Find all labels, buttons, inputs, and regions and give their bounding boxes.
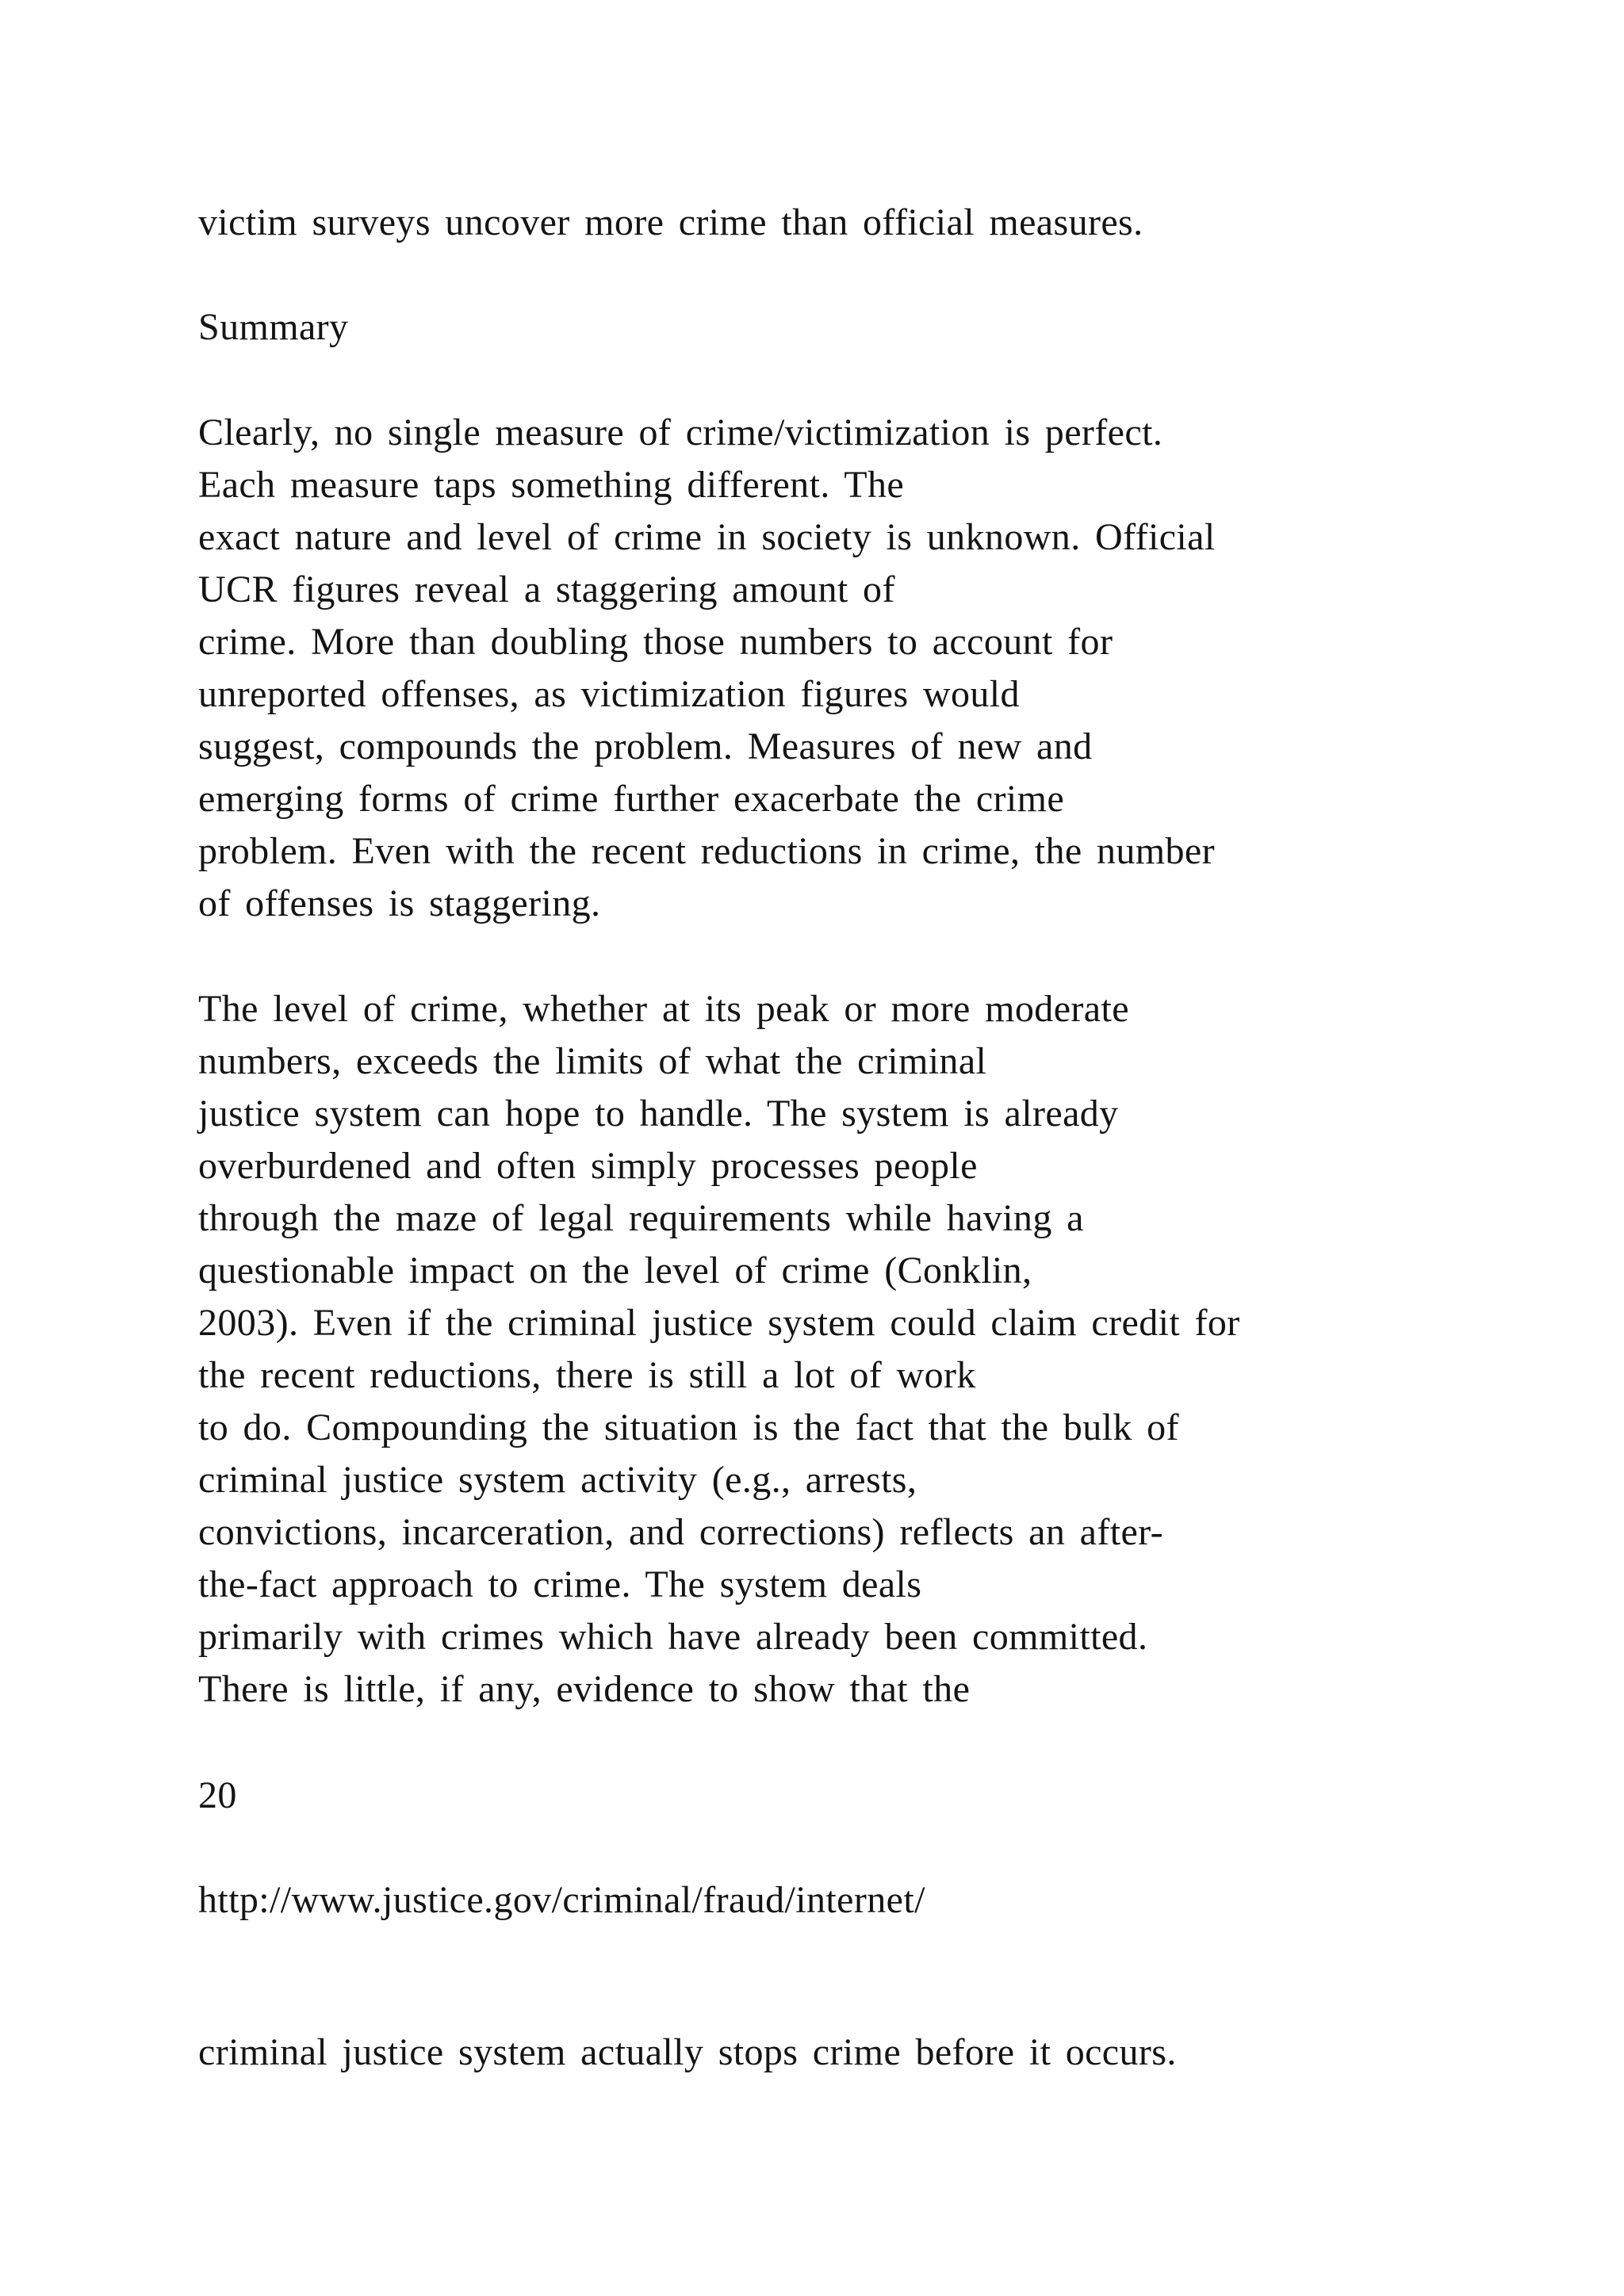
paragraph-line: convictions, incarceration, and corrections) reflects an after- <box>198 1511 1163 1553</box>
paragraph-line: numbers, exceeds the limits of what the criminal <box>198 1040 987 1082</box>
paragraph-line: the recent reductions, there is still a lot of work <box>198 1354 976 1396</box>
paragraph-line: The level of crime, whether at its peak or more moderate <box>198 988 1129 1030</box>
paragraph-line: overburdened and often simply processes people <box>198 1145 978 1187</box>
paragraph-line: the-fact approach to crime. The system deals <box>198 1563 922 1605</box>
paragraph-line: Each measure taps something different. The <box>198 464 905 506</box>
paragraph-line: There is little, if any, evidence to show that the <box>198 1668 971 1710</box>
paragraph-line: primarily with crimes which have already been committed. <box>198 1616 1148 1658</box>
paragraph-line: UCR figures reveal a staggering amount of <box>198 568 895 610</box>
paragraph-line: justice system can hope to handle. The system is already <box>198 1093 1119 1135</box>
top-line: victim surveys uncover more crime than official measures. <box>198 201 1143 243</box>
paragraph-line: suggest, compounds the problem. Measures of new and <box>198 725 1093 767</box>
paragraph-line: problem. Even with the recent reductions in crime, the number <box>198 830 1216 872</box>
paragraph-line: crime. More than doubling those numbers to account for <box>198 621 1113 663</box>
paragraph-line: to do. Compounding the situation is the fact that the bulk of <box>198 1406 1179 1448</box>
paragraph-line: questionable impact on the level of crime (Conklin, <box>198 1249 1032 1292</box>
paragraph-line: exact nature and level of crime in society is unknown. Official <box>198 516 1216 558</box>
footnote-url: http://www.justice.gov/criminal/fraud/internet/ <box>198 1879 925 1921</box>
paragraph-line: unreported offenses, as victimization figures would <box>198 673 1020 715</box>
footnote-number: 20 <box>198 1774 237 1816</box>
bottom-line: criminal justice system actually stops crime before it occurs. <box>198 2031 1177 2073</box>
paragraph-line: through the maze of legal requirements while having a <box>198 1197 1084 1239</box>
paragraph-line: of offenses is staggering. <box>198 882 601 924</box>
paragraph-line: Clearly, no single measure of crime/victimization is perfect. <box>198 411 1163 453</box>
paragraph-line: criminal justice system activity (e.g., arrests, <box>198 1459 917 1501</box>
paragraph-line: emerging forms of crime further exacerbate the crime <box>198 778 1065 820</box>
section-heading: Summary <box>198 306 349 348</box>
paragraph-line: 2003). Even if the criminal justice system could claim credit for <box>198 1302 1240 1344</box>
